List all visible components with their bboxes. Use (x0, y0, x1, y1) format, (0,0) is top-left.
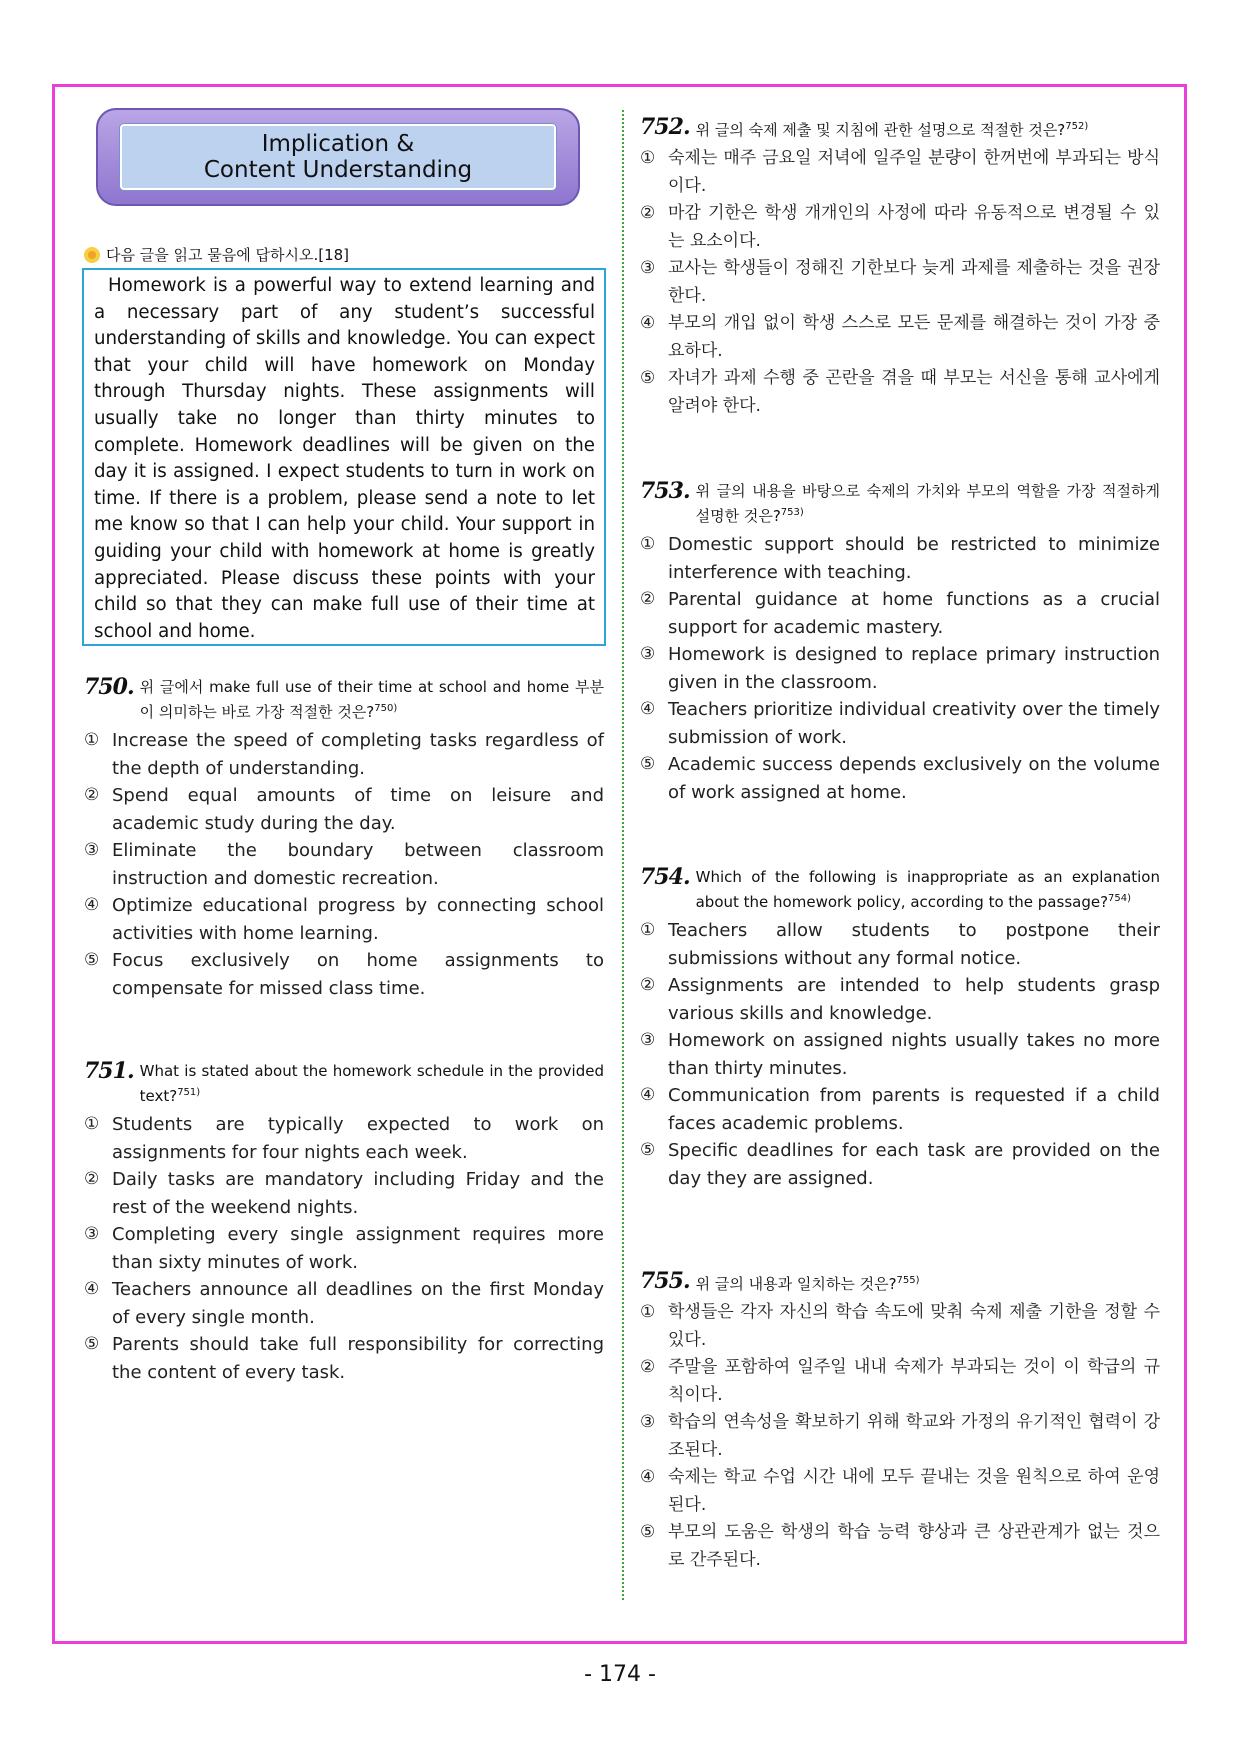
column-divider (622, 110, 624, 1600)
option-marker: ② (84, 785, 100, 805)
option-5[interactable] (640, 751, 1160, 806)
option-text: 마감 기한은 학생 개개인의 사정에 따라 유동적으로 변경될 수 있는 요소이다. (668, 203, 1160, 251)
question-ref: 755) (896, 1275, 920, 1286)
question-753 (640, 480, 1160, 806)
question-stem-text: 위 글의 내용을 바탕으로 숙제의 가치와 부모의 역할을 가장 적절하게 설명한 것은? (695, 482, 1160, 525)
option-text: 부모의 개입 없이 학생 스스로 모든 문제를 해결하는 것이 가장 중요하다. (668, 313, 1160, 361)
option-4[interactable] (84, 1276, 604, 1331)
option-text: Parents should take full responsibility for correcting the content of every task. (112, 1334, 604, 1383)
reading-passage (82, 268, 606, 646)
option-5[interactable] (640, 1519, 1160, 1574)
section-title-badge (96, 108, 580, 206)
option-marker: ③ (640, 1030, 656, 1050)
section-title-line1: Implication & (261, 131, 415, 157)
question-stem-text: 위 글에서 make full use of their time at school and home 부분이 의미하는 바로 가장 적절한 것은? (139, 678, 604, 721)
option-4[interactable] (640, 310, 1160, 365)
option-text: Parental guidance at home functions as a crucial support for academic mastery. (668, 589, 1160, 638)
option-1[interactable] (640, 917, 1160, 972)
option-marker: ⑤ (84, 950, 100, 970)
option-marker: ④ (84, 895, 100, 915)
option-marker: ④ (640, 313, 656, 333)
option-text: Spend equal amounts of time on leisure and academic study during the day. (112, 785, 604, 834)
question-header (84, 676, 604, 723)
option-marker: ⑤ (640, 1140, 656, 1160)
option-marker: ③ (640, 258, 656, 278)
option-3[interactable] (640, 641, 1160, 696)
option-marker: ① (84, 730, 100, 750)
option-3[interactable] (84, 837, 604, 892)
option-4[interactable] (640, 1464, 1160, 1519)
option-text: 학습의 연속성을 확보하기 위해 학교와 가정의 유기적인 협력이 강조된다. (668, 1412, 1160, 1460)
option-text: Daily tasks are mandatory including Friday and the rest of the weekend nights. (112, 1169, 604, 1218)
option-2[interactable] (640, 586, 1160, 641)
option-marker: ④ (640, 1467, 656, 1487)
option-2[interactable] (84, 782, 604, 837)
question-number: 750 . (84, 676, 134, 698)
question-stem (696, 480, 1160, 527)
option-3[interactable] (640, 1027, 1160, 1082)
option-2[interactable] (84, 1166, 604, 1221)
option-text: Homework on assigned nights usually takes no more than thirty minutes. (668, 1030, 1160, 1079)
option-text: Students are typically expected to work on assignments for four nights each week. (112, 1114, 604, 1163)
option-5[interactable] (640, 1137, 1160, 1192)
option-marker: ② (84, 1169, 100, 1189)
option-1[interactable] (640, 145, 1160, 200)
question-stem (140, 676, 604, 723)
question-751 (84, 1060, 604, 1386)
option-marker: ① (640, 534, 656, 554)
question-number: 752 . (640, 116, 690, 138)
question-ref: 750) (374, 703, 398, 714)
options-list (84, 727, 604, 1002)
option-1[interactable] (640, 1299, 1160, 1354)
section-title (120, 124, 556, 190)
option-1[interactable] (84, 727, 604, 782)
option-text: Teachers allow students to postpone their submissions without any formal notice. (668, 920, 1160, 969)
option-4[interactable] (84, 892, 604, 947)
question-755 (640, 1270, 1160, 1574)
options-list (640, 145, 1160, 420)
option-text: Increase the speed of completing tasks regardless of the depth of understanding. (112, 730, 604, 779)
question-754 (640, 866, 1160, 1192)
option-text: 자녀가 과제 수행 중 곤란을 겪을 때 부모는 서신을 통해 교사에게 알려야 한다. (668, 368, 1160, 416)
question-header (640, 116, 1160, 141)
question-header (84, 1060, 604, 1107)
question-stem-text: 위 글의 내용과 일치하는 것은? (695, 1275, 897, 1293)
question-752 (640, 116, 1160, 420)
question-stem-text: What is stated about the homework schedule in the provided text? (139, 1062, 604, 1105)
question-stem (696, 116, 1160, 141)
option-text: Assignments are intended to help students grasp various skills and knowledge. (668, 975, 1160, 1024)
option-text: 숙제는 매주 금요일 저녁에 일주일 분량이 한꺼번에 부과되는 방식이다. (668, 148, 1160, 196)
option-marker: ③ (84, 1224, 100, 1244)
question-number: 751 . (84, 1060, 134, 1082)
option-text: Focus exclusively on home assignments to compensate for missed class time. (112, 950, 604, 999)
option-marker: ③ (84, 840, 100, 860)
option-marker: ① (640, 920, 656, 940)
option-text: 교사는 학생들이 정해진 기한보다 늦게 과제를 제출하는 것을 권장한다. (668, 258, 1160, 306)
option-text: Academic success depends exclusively on the volume of work assigned at home. (668, 754, 1160, 803)
option-marker: ② (640, 589, 656, 609)
question-stem (140, 1060, 604, 1107)
option-marker: ⑤ (84, 1334, 100, 1354)
option-5[interactable] (84, 1331, 604, 1386)
option-text: Domestic support should be restricted to minimize interference with teaching. (668, 534, 1160, 583)
options-list (84, 1111, 604, 1386)
question-ref: 753) (780, 507, 804, 518)
options-list (640, 1299, 1160, 1574)
option-marker: ④ (640, 1085, 656, 1105)
option-text: Homework is designed to replace primary instruction given in the classroom. (668, 644, 1160, 693)
question-header (640, 480, 1160, 527)
option-5[interactable] (84, 947, 604, 1002)
question-stem-text: 위 글의 숙제 제출 및 지침에 관한 설명으로 적절한 것은? (695, 121, 1066, 139)
option-1[interactable] (640, 531, 1160, 586)
question-number: 755 . (640, 1270, 690, 1292)
option-4[interactable] (640, 696, 1160, 751)
option-marker: ⑤ (640, 754, 656, 774)
option-2[interactable] (640, 1354, 1160, 1409)
option-text: Eliminate the boundary between classroom instruction and domestic recreation. (112, 840, 604, 889)
question-stem (696, 866, 1160, 913)
option-text: Specific deadlines for each task are provided on the day they are assigned. (668, 1140, 1160, 1189)
option-text: Communication from parents is requested if a child faces academic problems. (668, 1085, 1160, 1134)
option-marker: ⑤ (640, 368, 656, 388)
question-stem (696, 1270, 1160, 1295)
option-text: 학생들은 각자 자신의 학습 속도에 맞춰 숙제 제출 기한을 정할 수 있다. (668, 1302, 1160, 1350)
option-5[interactable] (640, 365, 1160, 420)
question-header (640, 866, 1160, 913)
option-2[interactable] (640, 200, 1160, 255)
question-750 (84, 676, 604, 1002)
question-ref: 754) (1108, 893, 1132, 904)
option-marker: ① (640, 1302, 656, 1322)
option-marker: ③ (640, 1412, 656, 1432)
passage-text: Homework is a powerful way to extend learning and a necessary part of any student’s successful understanding of skills and knowledge. You can expect that your child will have homework on Monday through Thursday nights. These assignments will usually take no longer than thirty minutes to complete. Homework deadlines will be given on the day it is assigned. I expect students to turn in work on time. If there is a problem, please send a note to let me know so that I can help your child. Your support in guiding your child with homework at home is greatly appreciated. Please discuss these points with your child so that they can make full use of their time at school and home. (94, 275, 595, 642)
option-marker: ① (640, 148, 656, 168)
option-4[interactable] (640, 1082, 1160, 1137)
option-marker: ③ (640, 644, 656, 664)
question-number: 754 . (640, 866, 690, 888)
option-marker: ② (640, 975, 656, 995)
question-stem-text: Which of the following is inappropriate as an explanation about the homework policy, according to the passage? (695, 868, 1160, 911)
option-1[interactable] (84, 1111, 604, 1166)
question-header (640, 1270, 1160, 1295)
option-marker: ② (640, 1357, 656, 1377)
instruction (84, 244, 349, 265)
option-2[interactable] (640, 972, 1160, 1027)
option-marker: ⑤ (640, 1522, 656, 1542)
option-text: 주말을 포함하여 일주일 내내 숙제가 부과되는 것이 이 학급의 규칙이다. (668, 1357, 1160, 1405)
option-text: 부모의 도움은 학생의 학습 능력 향상과 큰 상관관계가 없는 것으로 간주된다. (668, 1522, 1160, 1570)
option-text: Optimize educational progress by connecting school activities with home learning. (112, 895, 604, 944)
option-marker: ④ (640, 699, 656, 719)
options-list (640, 531, 1160, 806)
instruction-text: 다음 글을 읽고 물음에 답하시오.[18] (106, 246, 350, 264)
option-text: 숙제는 학교 수업 시간 내에 모두 끝내는 것을 원칙으로 하여 운영된다. (668, 1467, 1160, 1515)
option-marker: ② (640, 203, 656, 223)
options-list (640, 917, 1160, 1192)
option-3[interactable] (640, 255, 1160, 310)
option-marker: ① (84, 1114, 100, 1134)
section-title-line2: Content Understanding (203, 157, 473, 183)
option-text: Teachers prioritize individual creativity over the timely submission of work. (668, 699, 1160, 748)
option-text: Completing every single assignment requires more than sixty minutes of work. (112, 1224, 604, 1273)
question-ref: 752) (1065, 121, 1089, 132)
option-3[interactable] (640, 1409, 1160, 1464)
flower-icon (84, 247, 100, 263)
option-text: Teachers announce all deadlines on the first Monday of every single month. (112, 1279, 604, 1328)
page-number: - 174 - (584, 1662, 656, 1687)
question-number: 753 . (640, 480, 690, 502)
option-marker: ④ (84, 1279, 100, 1299)
question-ref: 751) (177, 1087, 201, 1098)
option-3[interactable] (84, 1221, 604, 1276)
